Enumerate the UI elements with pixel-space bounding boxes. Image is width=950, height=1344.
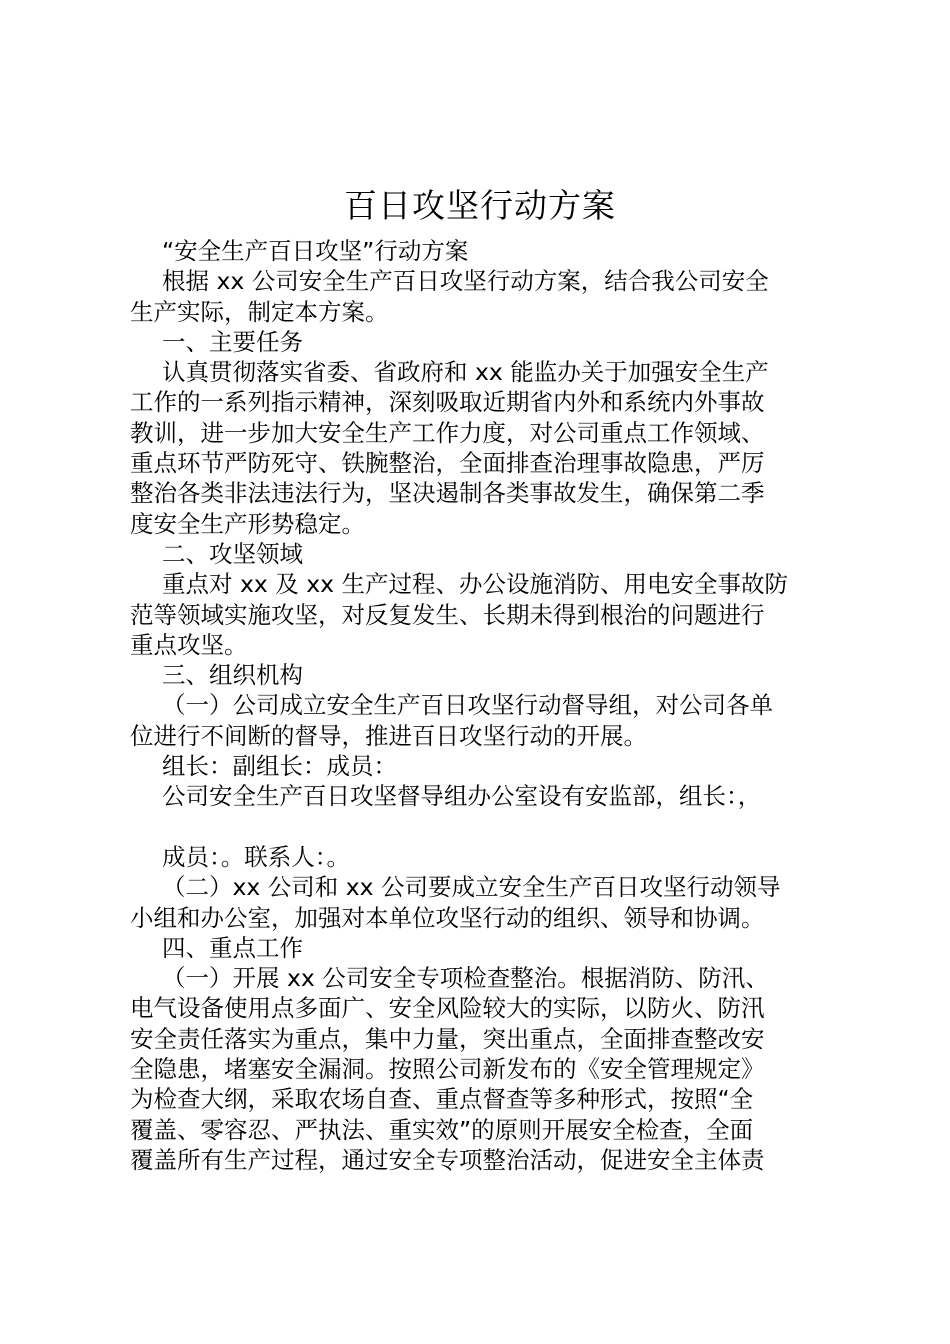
text-line: 教训，进一步加大安全生产工作力度，对公司重点工作领域、 <box>130 418 765 447</box>
text-line: 公司安全生产百日攻坚督导组办公室设有安监部，组长：， <box>162 782 762 811</box>
text-line: 全隐患，堵塞安全漏洞。按照公司新发布的《安全管理规定》 <box>130 1055 765 1084</box>
section-heading: 一、主要任务 <box>162 327 303 356</box>
section-heading: 三、组织机构 <box>162 661 303 690</box>
text-line: “安全生产百日攻坚”行动方案 <box>162 237 469 265</box>
text-line: 工作的一系列指示精神，深刻吸取近期省内外和系统内外事故 <box>130 388 765 417</box>
section-heading: 二、攻坚领域 <box>162 539 303 568</box>
text-line: 组长：副组长：成员： <box>162 752 397 781</box>
text-line: 根据 xx 公司安全生产百日攻坚行动方案，结合我公司安全 <box>162 267 769 296</box>
text-line: 整治各类非法违法行为，坚决遏制各类事故发生，确保第二季 <box>130 479 765 508</box>
text-line: 重点对 xx 及 xx 生产过程、办公设施消防、用电安全事故防 <box>162 570 789 599</box>
text-line: 重点环节严防死守、铁腕整治，全面排查治理事故隐患，严厉 <box>130 449 765 478</box>
text-line: 重点攻坚。 <box>130 630 248 659</box>
text-line: 覆盖所有生产过程，通过安全专项整治活动，促进安全主体责 <box>130 1145 765 1174</box>
text-line: 生产实际，制定本方案。 <box>130 297 389 326</box>
text-line: （二）xx 公司和 xx 公司要成立安全生产百日攻坚行动领导 <box>162 873 781 902</box>
text-line: 安全责任落实为重点，集中力量，突出重点，全面排查整改安 <box>130 1024 765 1053</box>
text-line: 范等领域实施攻坚，对反复发生、长期未得到根治的问题进行 <box>130 600 765 629</box>
text-line: （一）公司成立安全生产百日攻坚行动督导组，对公司各单 <box>162 691 773 720</box>
text-line: 为检查大纲，采取农场自查、重点督查等多种形式，按照“全 <box>130 1085 754 1114</box>
document-title: 百日攻坚行动方案 <box>344 186 616 225</box>
text-line: 度安全生产形势稳定。 <box>130 509 365 538</box>
blank-line <box>130 812 830 842</box>
text-line: 电气设备使用点多面广、安全风险较大的实际，以防火、防汛 <box>130 994 765 1023</box>
text-line: 小组和办公室，加强对本单位攻坚行动的组织、领导和协调。 <box>130 903 765 932</box>
text-line: （一）开展 xx 公司安全专项检查整治。根据消防、防汛、 <box>162 964 769 993</box>
text-line: 成员：。联系人：。 <box>162 842 350 871</box>
text-line: 覆盖、零容忍、严执法、重实效”的原则开展安全检查，全面 <box>130 1115 754 1144</box>
document-body <box>130 236 830 1175</box>
text-line: 认真贯彻落实省委、省政府和 xx 能监办关于加强安全生产 <box>162 358 769 387</box>
section-heading: 四、重点工作 <box>162 933 303 962</box>
text-line: 位进行不间断的督导，推进百日攻坚行动的开展。 <box>130 721 647 750</box>
